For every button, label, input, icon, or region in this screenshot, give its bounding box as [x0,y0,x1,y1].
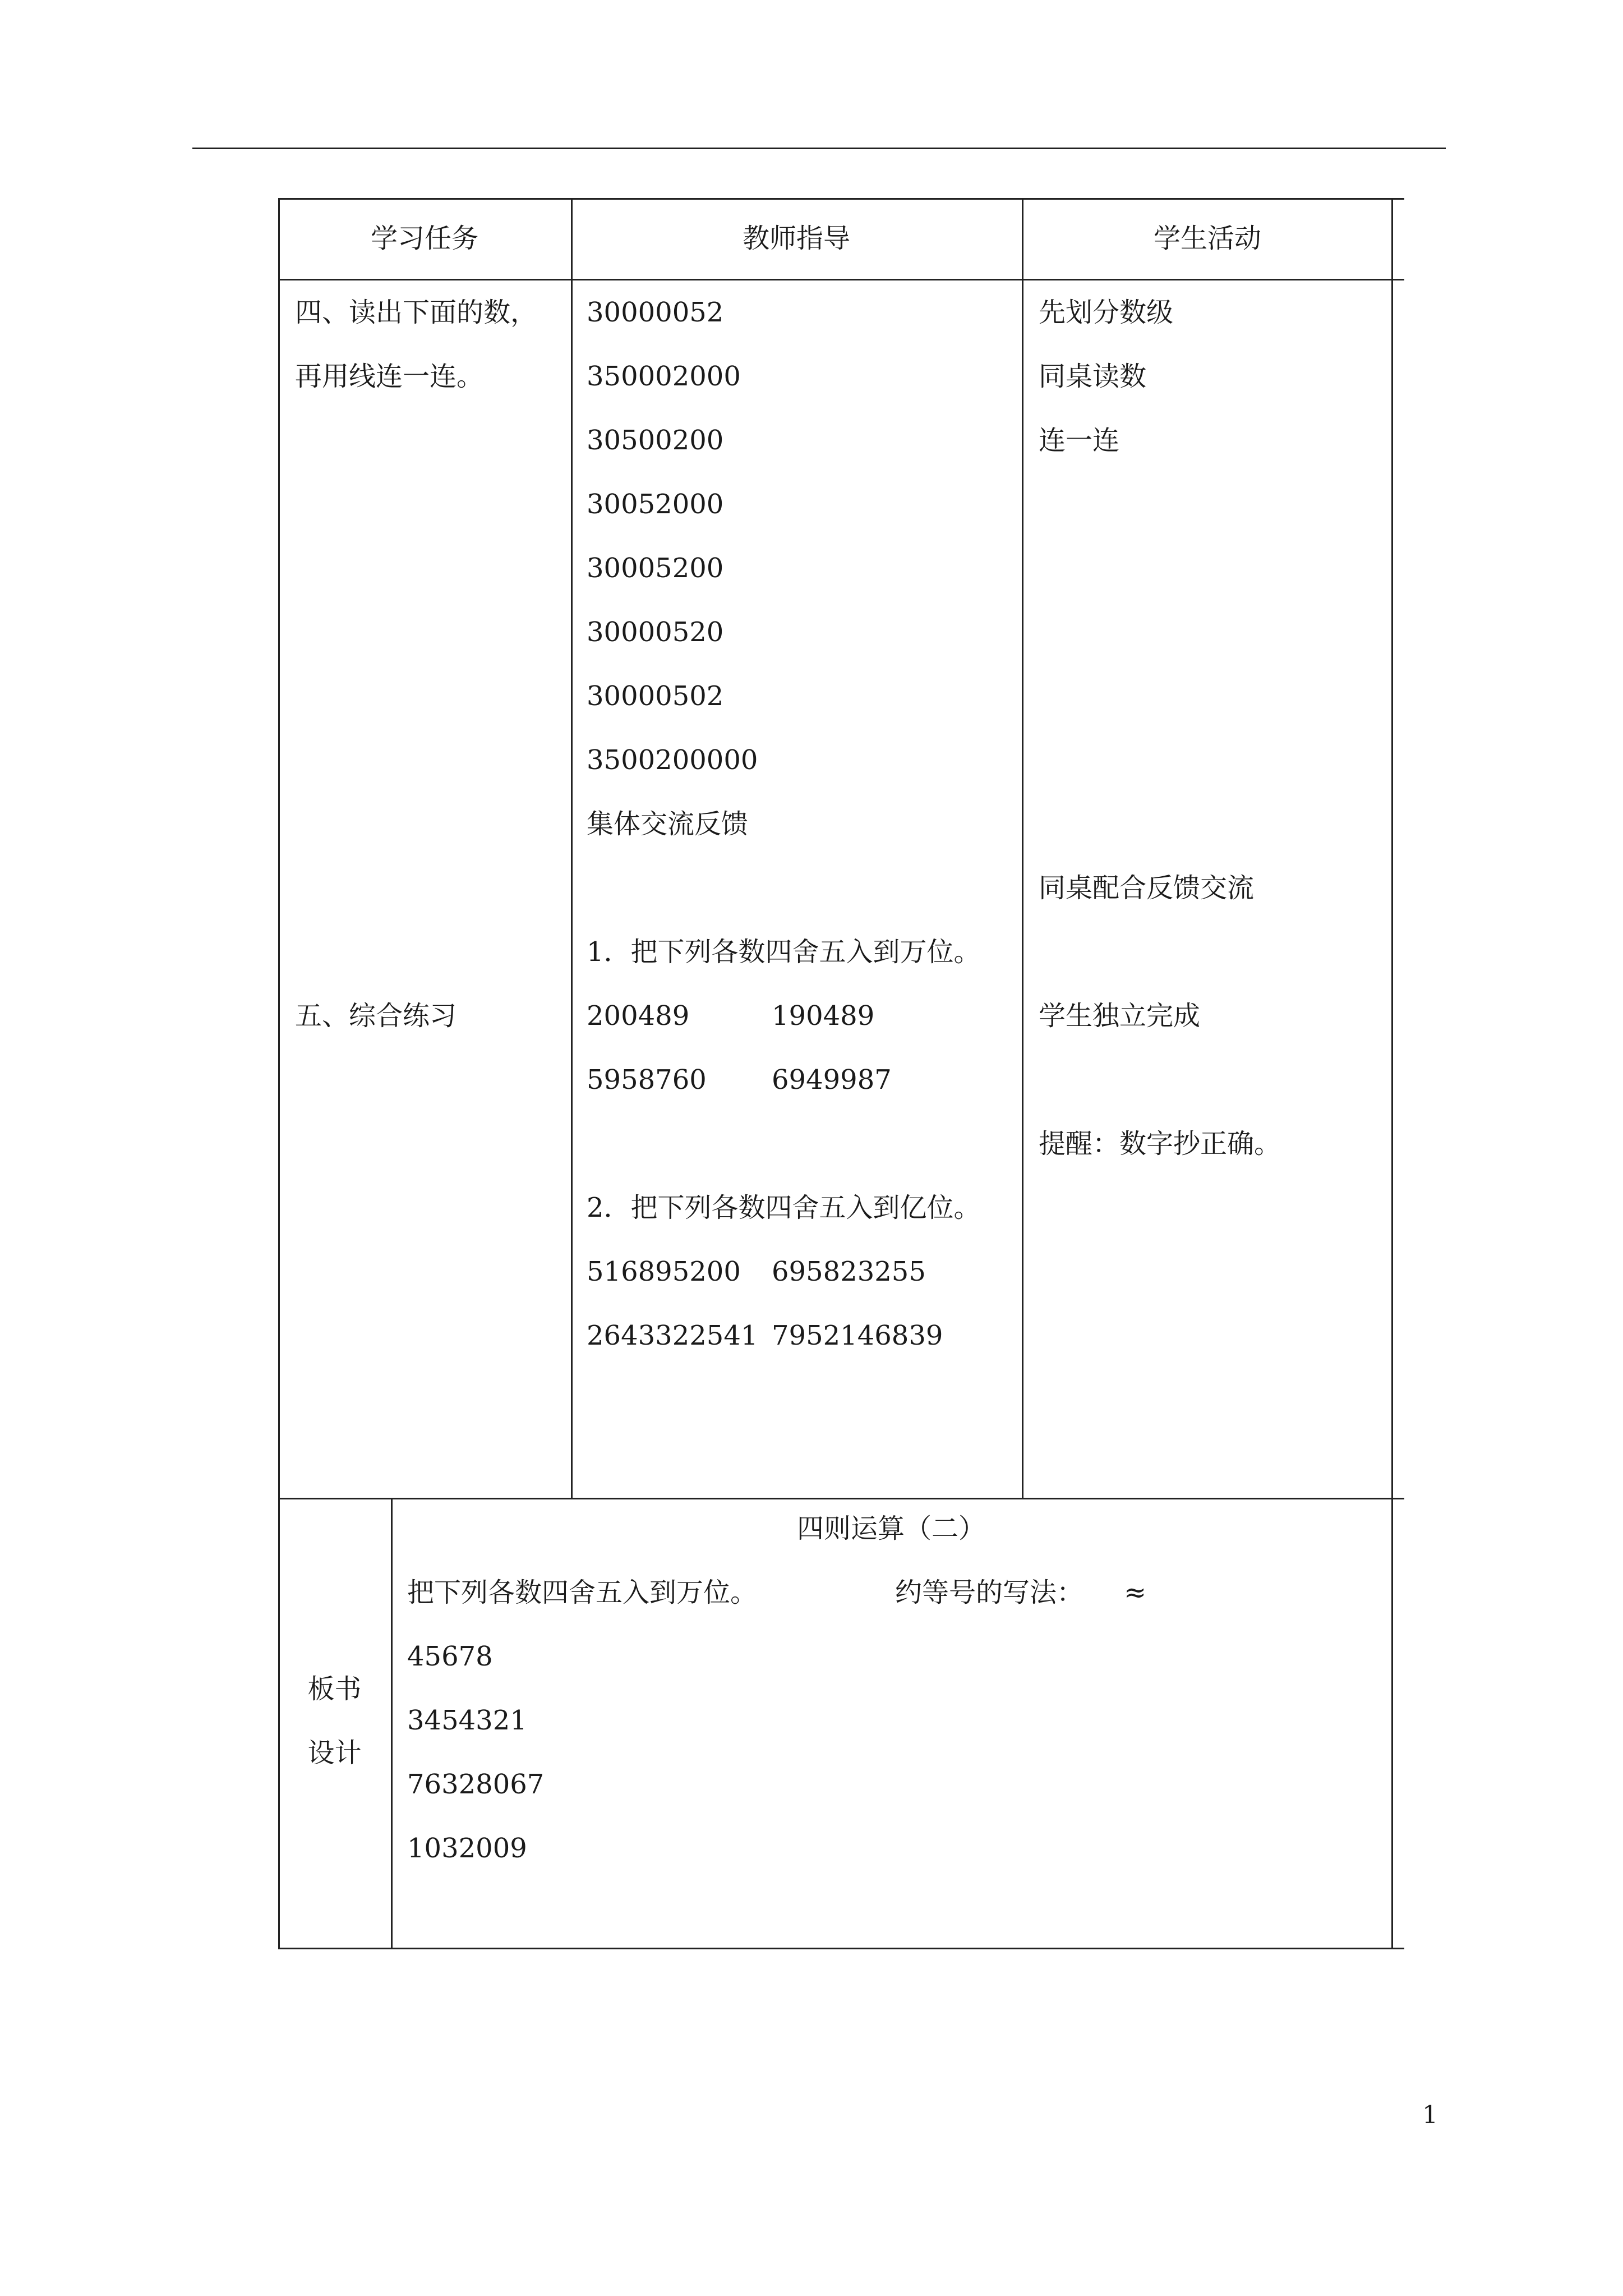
header-rule [192,148,1446,149]
question-2: 2．把下列各数四舍五入到亿位。 [587,1192,981,1223]
header-teacher-guidance: 教师指导 [742,223,850,254]
page-number: 1 [1422,2101,1438,2129]
approx-symbol: ≈ [1124,1577,1147,1608]
student-activity-item: 连一连 [1039,425,1120,456]
q1-number: 200489 [587,1000,690,1032]
number-item: 30500200 [587,425,724,456]
number-item: 30000520 [587,616,724,648]
number-item: 30052000 [587,489,724,520]
table-border-right [1391,198,1393,1949]
student-activity-item: 学生独立完成 [1039,1000,1201,1032]
column-divider-1 [571,198,573,1499]
number-item: 30005200 [587,553,724,584]
q1-number: 6949987 [772,1064,892,1096]
header-divider [278,279,1404,280]
board-label-line-1: 板书 [307,1673,362,1705]
board-label-divider [391,1498,393,1949]
board-number: 3454321 [407,1705,527,1736]
header-learning-task: 学习任务 [370,223,478,254]
number-item: 3500200000 [587,744,758,776]
task-4-line-1: 四、读出下面的数， [295,297,538,328]
board-line-1: 把下列各数四舍五入到万位。 [407,1577,758,1608]
column-divider-2 [1022,198,1023,1499]
number-item: 30000052 [587,297,724,328]
feedback-text: 集体交流反馈 [587,808,749,840]
board-divider [278,1498,1404,1499]
table-border-top [278,198,1404,200]
student-activity-item: 先划分数级 [1039,297,1174,328]
board-number: 76328067 [407,1769,545,1800]
student-activity-item: 同桌读数 [1039,361,1147,392]
student-reminder: 提醒：数字抄正确。 [1039,1128,1281,1159]
q2-number: 516895200 [587,1256,741,1287]
task-5-label: 五、综合练习 [295,1000,457,1032]
q2-number: 7952146839 [772,1320,943,1351]
header-student-activity: 学生活动 [1153,223,1261,254]
table-border-bottom [278,1948,1404,1949]
board-number: 1032009 [407,1833,527,1864]
number-item: 350002000 [587,361,741,392]
q2-number: 695823255 [772,1256,926,1287]
board-title: 四则运算（二） [796,1513,985,1544]
board-number: 45678 [407,1641,493,1672]
number-item: 30000502 [587,680,724,712]
task-4-line-2: 再用线连一连。 [295,361,484,392]
q1-number: 190489 [772,1000,875,1032]
q1-number: 5958760 [587,1064,707,1096]
approx-label: 约等号的写法： [895,1577,1084,1608]
question-1: 1．把下列各数四舍五入到万位。 [587,936,981,968]
q2-number: 2643322541 [587,1320,758,1351]
student-feedback-text: 同桌配合反馈交流 [1039,872,1255,904]
board-label-line-2: 设计 [307,1737,362,1769]
